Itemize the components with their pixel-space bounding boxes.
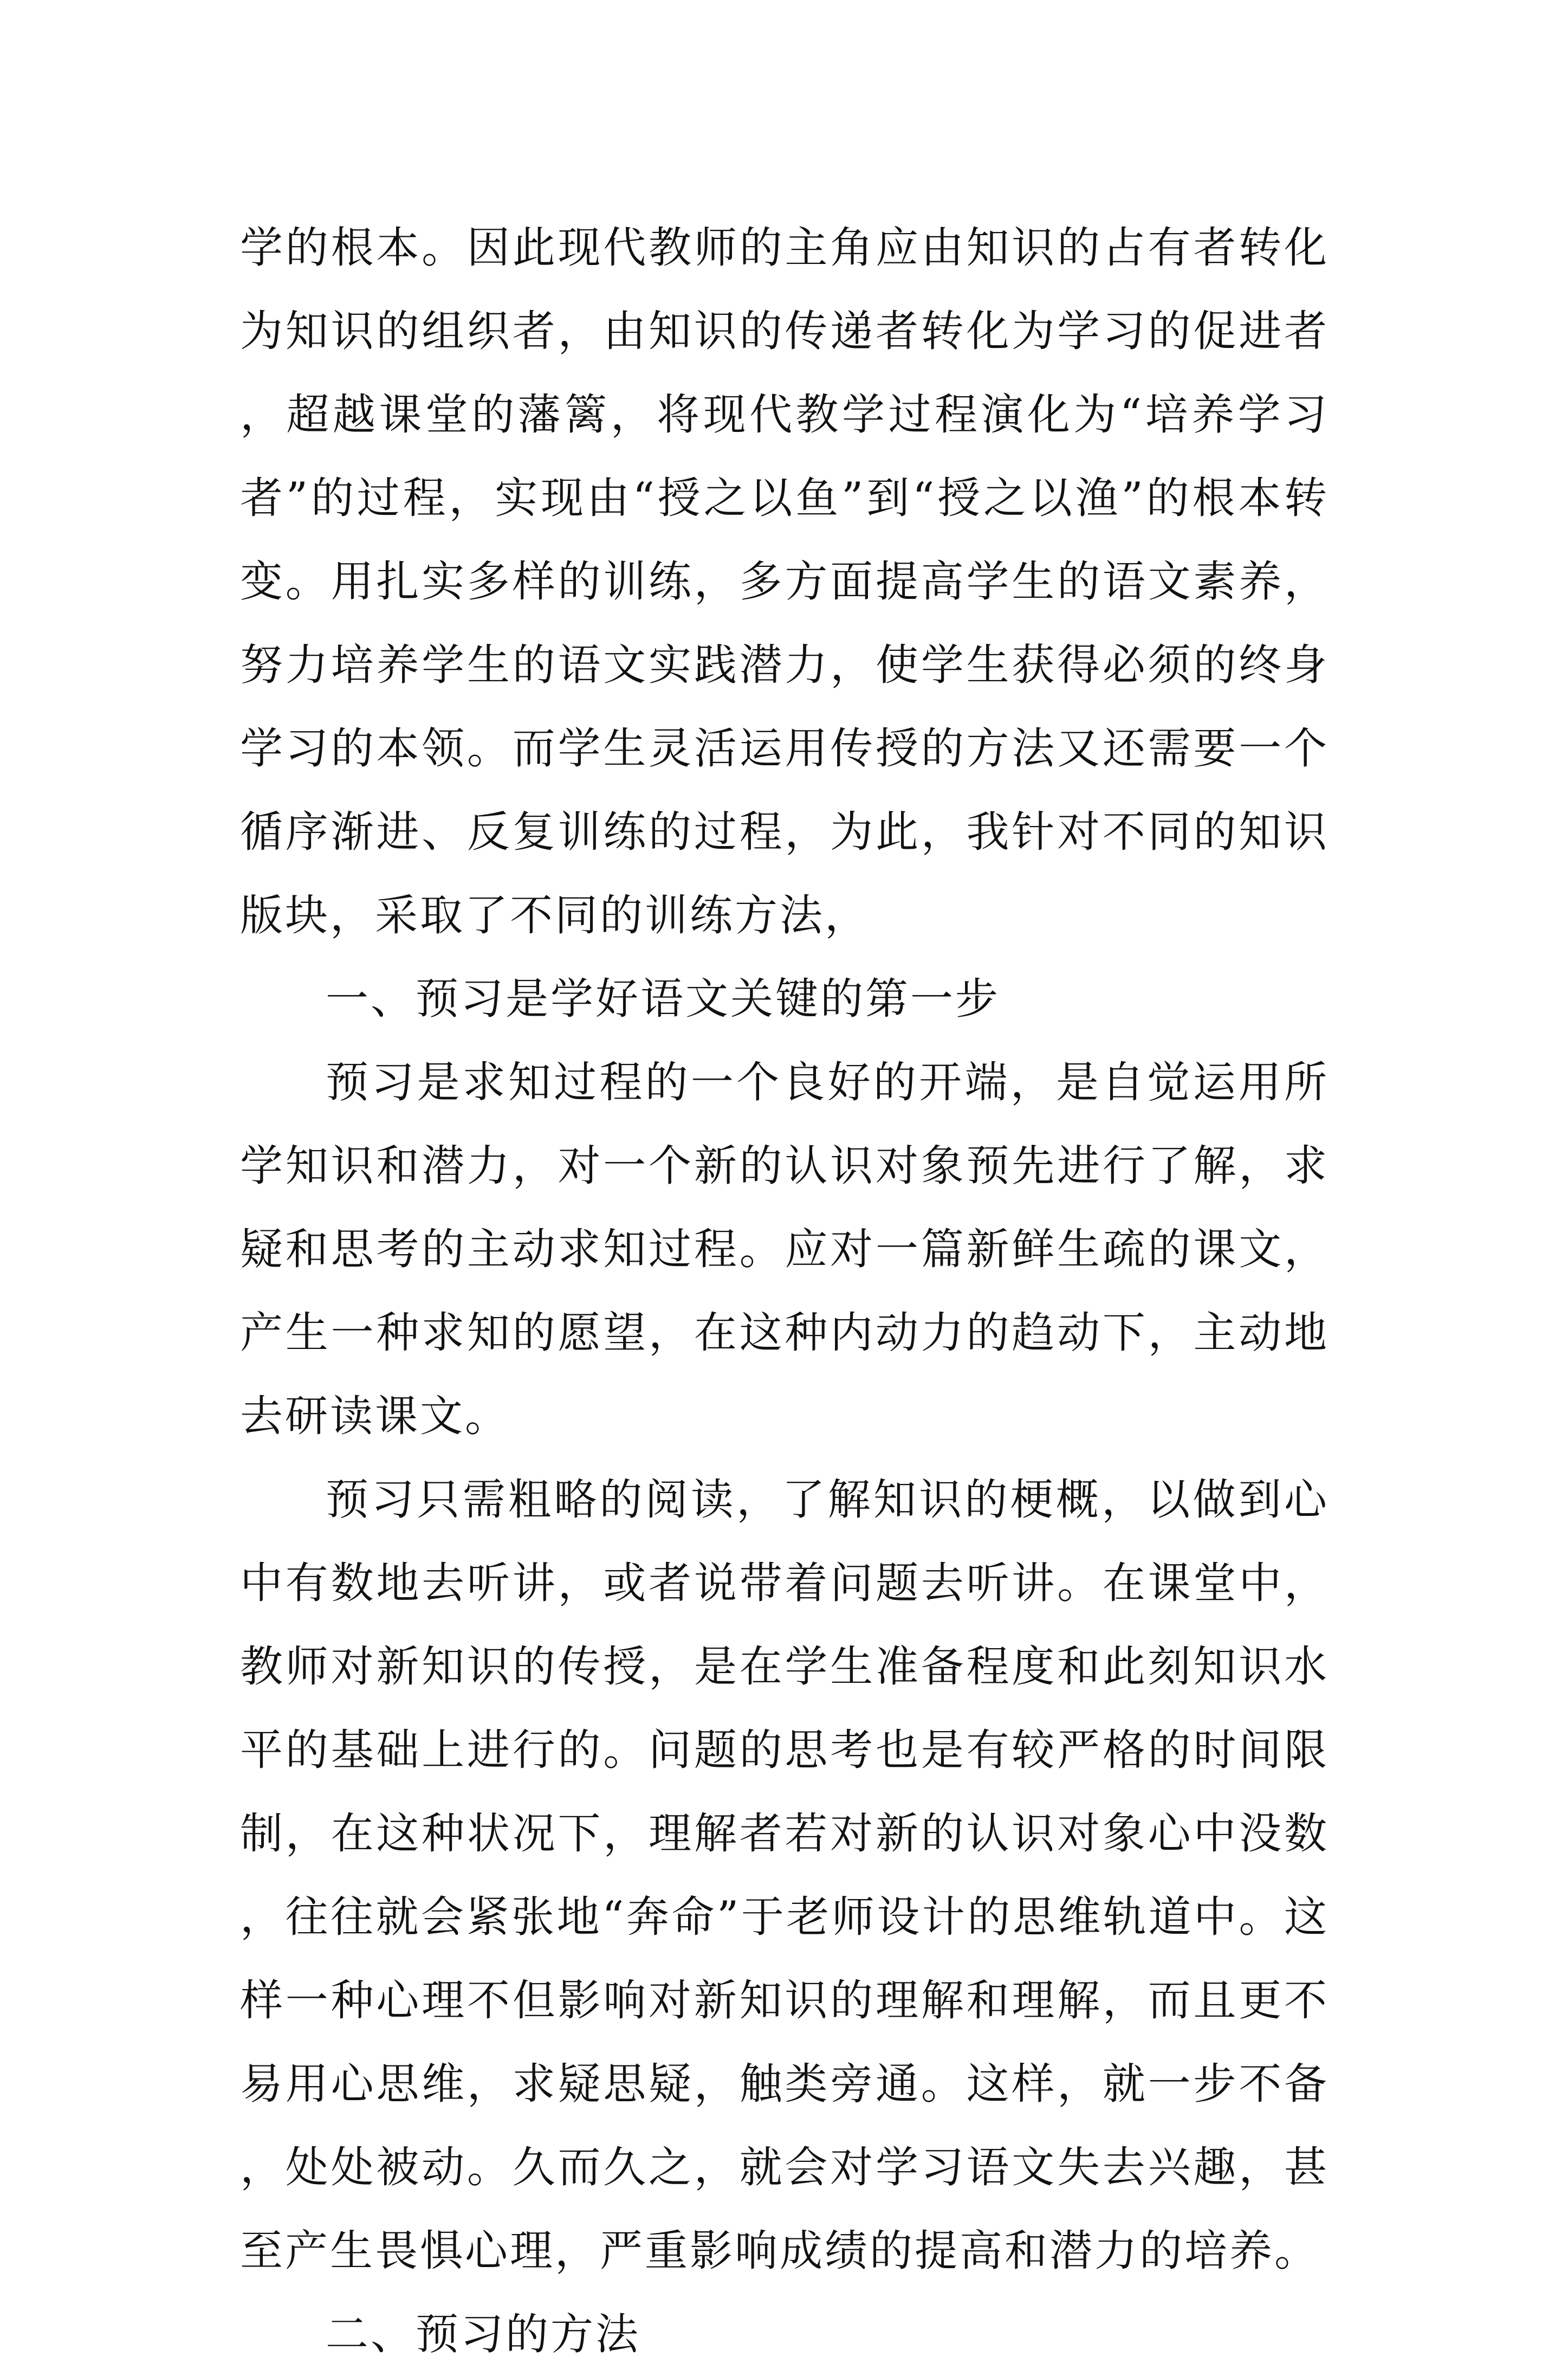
section-heading-2: 二、预习的方法 bbox=[326, 2309, 640, 2359]
paragraph-preview-detail: 预习只需粗略的阅读，了解知识的梗概，以做到心中有数地去听讲，或者说带着问题去听讲。在课堂中，教师对新知识的传授，是在学生准备程度和此刻知识水平的基础上进行的。问题的思考也是有较严格的时间限制，在这种状况下，理解者若对新的认识对象心中没数，往往就会紧张地“奔命”于老师设计的思维轨道中。这样一种心理不但影响对新知识的理解和理解，而且更不易用心思维，求疑思疑，触类旁通。这样，就一步不备，处处被动。久而久之，就会对学习语文失去兴趣，甚至产生畏惧心理，严重影响成绩的提高和潜力的培养。 bbox=[240, 1475, 1329, 2276]
paragraph-continuation: 学的根本。因此现代教师的主角应由知识的占有者转化为知识的组织者，由知识的传递者转化为学习的促进者，超越课堂的藩篱，将现代教学过程演化为“培养学习者”的过程，实现由“授之以鱼”到“授之以渔”的根本转变。用扎实多样的训练，多方面提高学生的语文素养，努力培养学生的语文实践潜力，使学生获得必须的终身学习的本领。而学生灵活运用传授的方法又还需要一个循序渐进、反复训练的过程，为此，我针对不同的知识版块，采取了不同的训练方法， bbox=[240, 223, 1329, 940]
paragraph-preview-intro: 预习是求知过程的一个良好的开端，是自觉运用所学知识和潜力，对一个新的认识对象预先进行了解，求疑和思考的主动求知过程。应对一篇新鲜生疏的课文，产生一种求知的愿望，在这种内动力的趋动下，主动地去研读课文。 bbox=[240, 1057, 1329, 1441]
section-heading-1: 一、预习是学好语文关键的第一步 bbox=[326, 974, 1000, 1024]
document-body bbox=[240, 206, 1329, 2376]
